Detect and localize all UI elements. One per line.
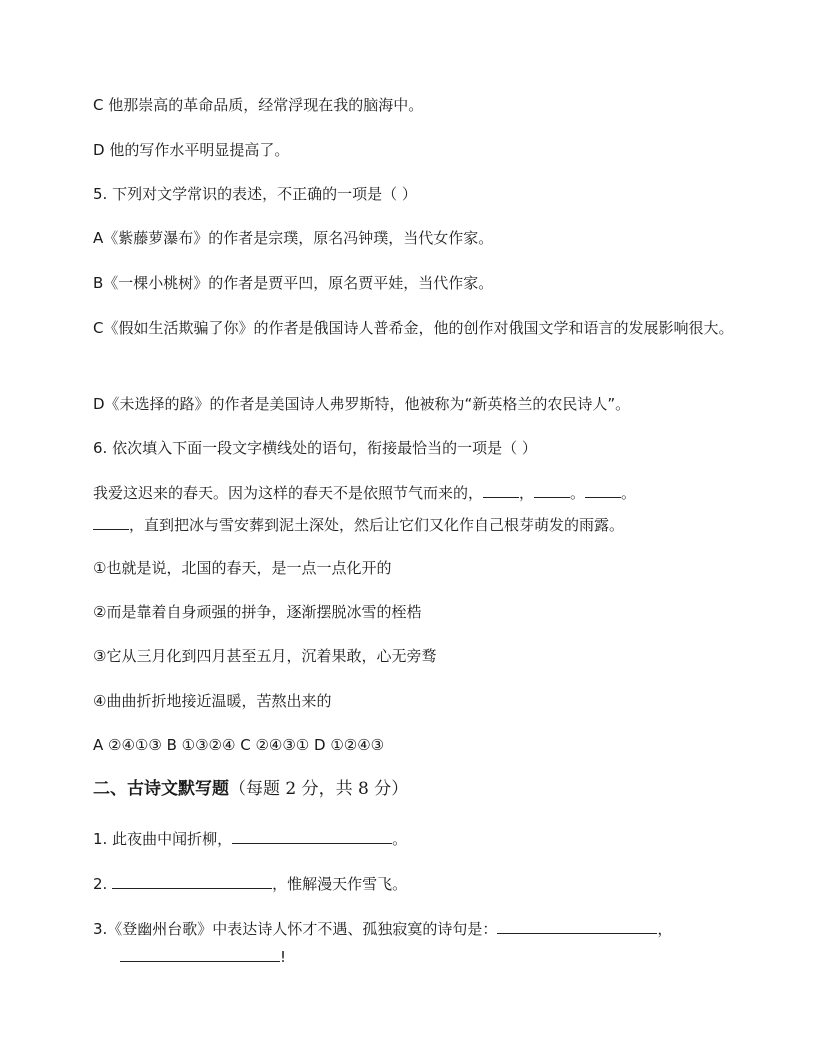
q4-option-d: D 他的写作水平明显提高了。 bbox=[93, 141, 290, 159]
q6-passage-line1 bbox=[93, 481, 736, 504]
poem-question-3-cont bbox=[120, 945, 736, 968]
q5-option-b: B《一棵小桃树》的作者是贾平凹，原名贾平娃，当代作家。 bbox=[93, 274, 494, 292]
q6-sep: 。 bbox=[621, 484, 637, 502]
section-2-heading bbox=[93, 777, 408, 801]
q5-option-a: A《紫藤萝瀑布》的作者是宗璞，原名冯钟璞，当代女作家。 bbox=[93, 229, 494, 247]
poem-2-text: ，惟解漫天作雪飞。 bbox=[272, 875, 408, 893]
q5-option-c: C《假如生活欺骗了你》的作者是俄国诗人普希金，他的创作对俄国文学和语言的发展影响很大。 bbox=[93, 319, 734, 337]
question-5: 5. 下列对文学常识的表述，不正确的一项是（ ） bbox=[93, 185, 417, 203]
poem-3-end: ! bbox=[280, 948, 287, 966]
answer-blank[interactable] bbox=[534, 481, 570, 498]
answer-blank[interactable] bbox=[497, 917, 657, 934]
poem-3-sep: ， bbox=[657, 920, 673, 938]
q6-passage-text-b: ，直到把冰与雪安葬到泥土深处，然后让它们又化作自己根芽萌发的雨露。 bbox=[129, 516, 625, 534]
section-2-title: 二、古诗文默写题 bbox=[93, 779, 229, 799]
poem-2-number: 2. bbox=[93, 875, 113, 893]
q6-sep: 。 bbox=[570, 484, 586, 502]
poem-1-text: 1. 此夜曲中闻折柳， bbox=[93, 830, 233, 848]
poem-question-2 bbox=[93, 872, 736, 895]
poem-3-text: 3.《登幽州台歌》中表达诗人怀才不遇、孤独寂寞的诗句是： bbox=[93, 920, 498, 938]
q6-statement-3: ③它从三月化到四月甚至五月，沉着果敢，心无旁骛 bbox=[93, 647, 437, 665]
q6-passage-text-a: 我爱这迟来的春天。因为这样的春天不是依照节气而来的， bbox=[93, 484, 484, 502]
q5-option-d: D《未选择的路》的作者是美国诗人弗罗斯特，他被称为“新英格兰的农民诗人”。 bbox=[93, 395, 631, 413]
q6-statement-2: ②而是靠着自身顽强的拼争，逐渐摆脱冰雪的桎梏 bbox=[93, 603, 422, 621]
answer-blank[interactable] bbox=[120, 945, 280, 962]
answer-blank[interactable] bbox=[93, 513, 129, 530]
answer-blank[interactable] bbox=[232, 827, 392, 844]
q6-passage-line2 bbox=[93, 513, 736, 536]
answer-blank[interactable] bbox=[585, 481, 621, 498]
q6-sep: ， bbox=[519, 484, 535, 502]
poem-1-end: 。 bbox=[392, 830, 408, 848]
q6-statement-4: ④曲曲折折地接近温暖，苦熬出来的 bbox=[93, 692, 332, 710]
poem-question-3 bbox=[93, 917, 736, 940]
answer-blank[interactable] bbox=[483, 481, 519, 498]
answer-blank[interactable] bbox=[112, 872, 272, 889]
question-6: 6. 依次填入下面一段文字横线处的语句，衔接最恰当的一项是（ ） bbox=[93, 439, 537, 457]
poem-question-1 bbox=[93, 827, 736, 850]
q6-statement-1: ①也就是说，北国的春天，是一点一点化开的 bbox=[93, 559, 392, 577]
q6-choices: A ②④①③ B ①③②④ C ②④③① D ①②④③ bbox=[93, 736, 385, 754]
q4-option-c: C 他那崇高的革命品质，经常浮现在我的脑海中。 bbox=[93, 96, 424, 114]
section-2-note: （每题 2 分，共 8 分） bbox=[229, 779, 409, 799]
